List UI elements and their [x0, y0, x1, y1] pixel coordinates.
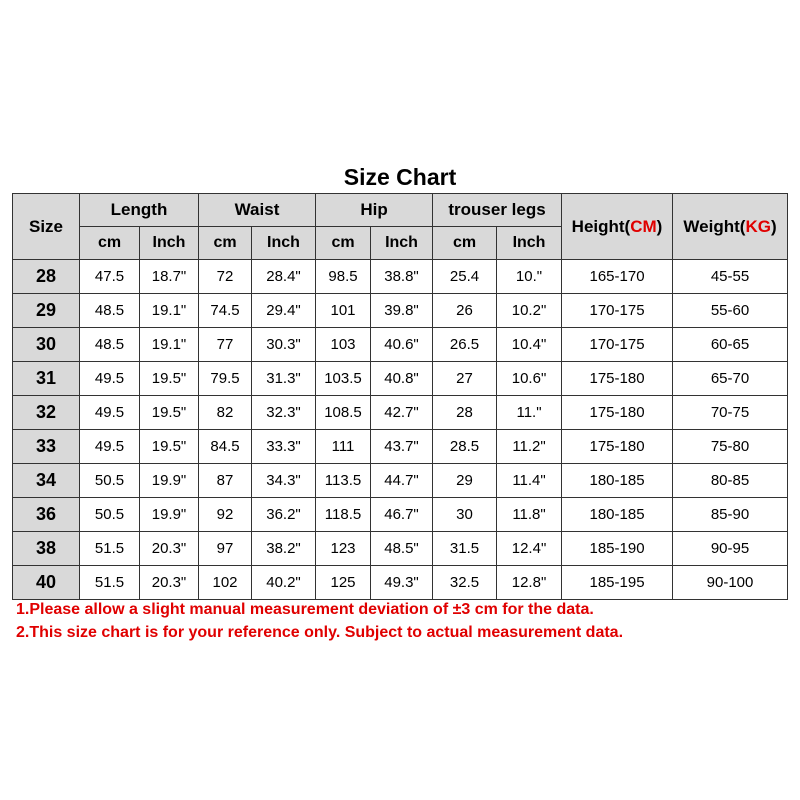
length-inch-cell: 19.5"	[140, 430, 199, 464]
hip-inch-cell: 38.8"	[371, 260, 433, 294]
table-row	[13, 464, 788, 498]
notes	[16, 598, 786, 644]
height-close: )	[656, 216, 663, 236]
waist-cm-cell: 79.5	[199, 362, 252, 396]
waist-header: Waist	[199, 194, 316, 227]
length-cm-cell: 51.5	[80, 566, 140, 600]
table-body	[13, 260, 788, 600]
table-row	[13, 294, 788, 328]
length-inch-cell: 19.1"	[140, 294, 199, 328]
weight-cell: 90-95	[673, 532, 788, 566]
length-inch-header: Inch	[140, 227, 199, 260]
waist-inch-cell: 34.3"	[252, 464, 316, 498]
waist-inch-cell: 38.2"	[252, 532, 316, 566]
hip-inch-cell: 40.6"	[371, 328, 433, 362]
weight-header	[673, 194, 788, 260]
weight-cell: 45-55	[673, 260, 788, 294]
trouser-legs-cm-cell: 27	[433, 362, 497, 396]
waist-cm-header: cm	[199, 227, 252, 260]
height-cell: 175-180	[562, 430, 673, 464]
length-inch-cell: 18.7"	[140, 260, 199, 294]
trouser-legs-cm-cell: 28.5	[433, 430, 497, 464]
chart-title: Size Chart	[343, 164, 457, 190]
weight-cell: 75-80	[673, 430, 788, 464]
trouser-legs-cm-cell: 32.5	[433, 566, 497, 600]
trouser-legs-inch-cell: 11.2"	[497, 430, 562, 464]
trouser-legs-inch-cell: 10.4"	[497, 328, 562, 362]
length-cm-cell: 51.5	[80, 532, 140, 566]
trouser-legs-inch-cell: 10.2"	[497, 294, 562, 328]
trouser-legs-inch-cell: 11.4"	[497, 464, 562, 498]
height-cell: 175-180	[562, 396, 673, 430]
table-row	[13, 498, 788, 532]
trouser-legs-inch-header: Inch	[497, 227, 562, 260]
trouser-legs-inch-cell: 12.4"	[497, 532, 562, 566]
weight-cell: 65-70	[673, 362, 788, 396]
waist-cm-cell: 82	[199, 396, 252, 430]
height-cell: 180-185	[562, 498, 673, 532]
hip-cm-cell: 103	[316, 328, 371, 362]
table-row	[13, 430, 788, 464]
table-row	[13, 328, 788, 362]
trouser-legs-inch-cell: 10."	[497, 260, 562, 294]
trouser-legs-inch-cell: 11.8"	[497, 498, 562, 532]
waist-cm-cell: 102	[199, 566, 252, 600]
hip-inch-cell: 49.3"	[371, 566, 433, 600]
hip-cm-cell: 98.5	[316, 260, 371, 294]
size-header: Size	[13, 194, 80, 260]
length-inch-cell: 19.9"	[140, 464, 199, 498]
size-cell: 28	[13, 260, 80, 294]
size-cell: 30	[13, 328, 80, 362]
table-row	[13, 396, 788, 430]
waist-inch-header: Inch	[252, 227, 316, 260]
height-cell: 185-195	[562, 566, 673, 600]
height-header	[562, 194, 673, 260]
height-label: Height(	[571, 216, 631, 236]
hip-inch-header: Inch	[371, 227, 433, 260]
waist-inch-cell: 36.2"	[252, 498, 316, 532]
trouser-legs-cm-cell: 29	[433, 464, 497, 498]
weight-unit: KG	[745, 216, 771, 236]
size-cell: 36	[13, 498, 80, 532]
size-cell: 32	[13, 396, 80, 430]
size-cell: 29	[13, 294, 80, 328]
size-cell: 38	[13, 532, 80, 566]
waist-cm-cell: 87	[199, 464, 252, 498]
waist-inch-cell: 32.3"	[252, 396, 316, 430]
trouser-legs-cm-cell: 25.4	[433, 260, 497, 294]
height-cell: 180-185	[562, 464, 673, 498]
height-cell: 170-175	[562, 294, 673, 328]
length-cm-cell: 49.5	[80, 362, 140, 396]
trouser-legs-cm-cell: 31.5	[433, 532, 497, 566]
waist-cm-cell: 74.5	[199, 294, 252, 328]
size-cell: 31	[13, 362, 80, 396]
size-cell: 40	[13, 566, 80, 600]
length-cm-header: cm	[80, 227, 140, 260]
waist-inch-cell: 29.4"	[252, 294, 316, 328]
waist-cm-cell: 97	[199, 532, 252, 566]
trouser-legs-cm-cell: 26.5	[433, 328, 497, 362]
hip-inch-cell: 40.8"	[371, 362, 433, 396]
length-header: Length	[80, 194, 199, 227]
trouser-legs-header: trouser legs	[433, 194, 562, 227]
waist-inch-cell: 31.3"	[252, 362, 316, 396]
weight-close: )	[770, 216, 777, 236]
hip-cm-cell: 108.5	[316, 396, 371, 430]
height-cell: 170-175	[562, 328, 673, 362]
height-unit: CM	[630, 216, 657, 236]
weight-cell: 55-60	[673, 294, 788, 328]
header-row-groups	[13, 194, 788, 227]
size-chart-table	[12, 193, 788, 600]
size-cell: 33	[13, 430, 80, 464]
hip-cm-cell: 113.5	[316, 464, 371, 498]
length-inch-cell: 19.1"	[140, 328, 199, 362]
trouser-legs-inch-cell: 11."	[497, 396, 562, 430]
waist-cm-cell: 72	[199, 260, 252, 294]
weight-cell: 90-100	[673, 566, 788, 600]
note-deviation: 1.Please allow a slight manual measurement deviation of ±3 cm for the data.	[16, 601, 594, 618]
trouser-legs-inch-cell: 12.8"	[497, 566, 562, 600]
waist-inch-cell: 30.3"	[252, 328, 316, 362]
hip-cm-cell: 111	[316, 430, 371, 464]
length-inch-cell: 20.3"	[140, 532, 199, 566]
waist-cm-cell: 77	[199, 328, 252, 362]
length-cm-cell: 48.5	[80, 328, 140, 362]
hip-cm-header: cm	[316, 227, 371, 260]
table-row	[13, 362, 788, 396]
length-inch-cell: 19.5"	[140, 396, 199, 430]
hip-inch-cell: 44.7"	[371, 464, 433, 498]
hip-cm-cell: 123	[316, 532, 371, 566]
length-inch-cell: 19.5"	[140, 362, 199, 396]
waist-inch-cell: 40.2"	[252, 566, 316, 600]
length-inch-cell: 20.3"	[140, 566, 199, 600]
length-cm-cell: 49.5	[80, 430, 140, 464]
hip-cm-cell: 103.5	[316, 362, 371, 396]
hip-cm-cell: 101	[316, 294, 371, 328]
table-row	[13, 532, 788, 566]
length-cm-cell: 50.5	[80, 498, 140, 532]
trouser-legs-cm-cell: 26	[433, 294, 497, 328]
length-cm-cell: 50.5	[80, 464, 140, 498]
hip-inch-cell: 39.8"	[371, 294, 433, 328]
trouser-legs-cm-cell: 28	[433, 396, 497, 430]
table-header	[13, 194, 788, 260]
weight-cell: 70-75	[673, 396, 788, 430]
hip-inch-cell: 48.5"	[371, 532, 433, 566]
length-cm-cell: 48.5	[80, 294, 140, 328]
trouser-legs-cm-header: cm	[433, 227, 497, 260]
trouser-legs-inch-cell: 10.6"	[497, 362, 562, 396]
length-inch-cell: 19.9"	[140, 498, 199, 532]
trouser-legs-cm-cell: 30	[433, 498, 497, 532]
length-cm-cell: 49.5	[80, 396, 140, 430]
length-cm-cell: 47.5	[80, 260, 140, 294]
hip-header: Hip	[316, 194, 433, 227]
hip-cm-cell: 118.5	[316, 498, 371, 532]
hip-inch-cell: 43.7"	[371, 430, 433, 464]
height-cell: 175-180	[562, 362, 673, 396]
size-cell: 34	[13, 464, 80, 498]
height-cell: 165-170	[562, 260, 673, 294]
waist-cm-cell: 92	[199, 498, 252, 532]
note-reference: 2.This size chart is for your reference only. Subject to actual measurement data.	[16, 624, 624, 641]
height-cell: 185-190	[562, 532, 673, 566]
hip-cm-cell: 125	[316, 566, 371, 600]
hip-inch-cell: 46.7"	[371, 498, 433, 532]
table-row	[13, 260, 788, 294]
weight-label: Weight(	[683, 216, 746, 236]
weight-cell: 85-90	[673, 498, 788, 532]
weight-cell: 60-65	[673, 328, 788, 362]
waist-inch-cell: 33.3"	[252, 430, 316, 464]
weight-cell: 80-85	[673, 464, 788, 498]
table-row	[13, 566, 788, 600]
waist-cm-cell: 84.5	[199, 430, 252, 464]
waist-inch-cell: 28.4"	[252, 260, 316, 294]
hip-inch-cell: 42.7"	[371, 396, 433, 430]
